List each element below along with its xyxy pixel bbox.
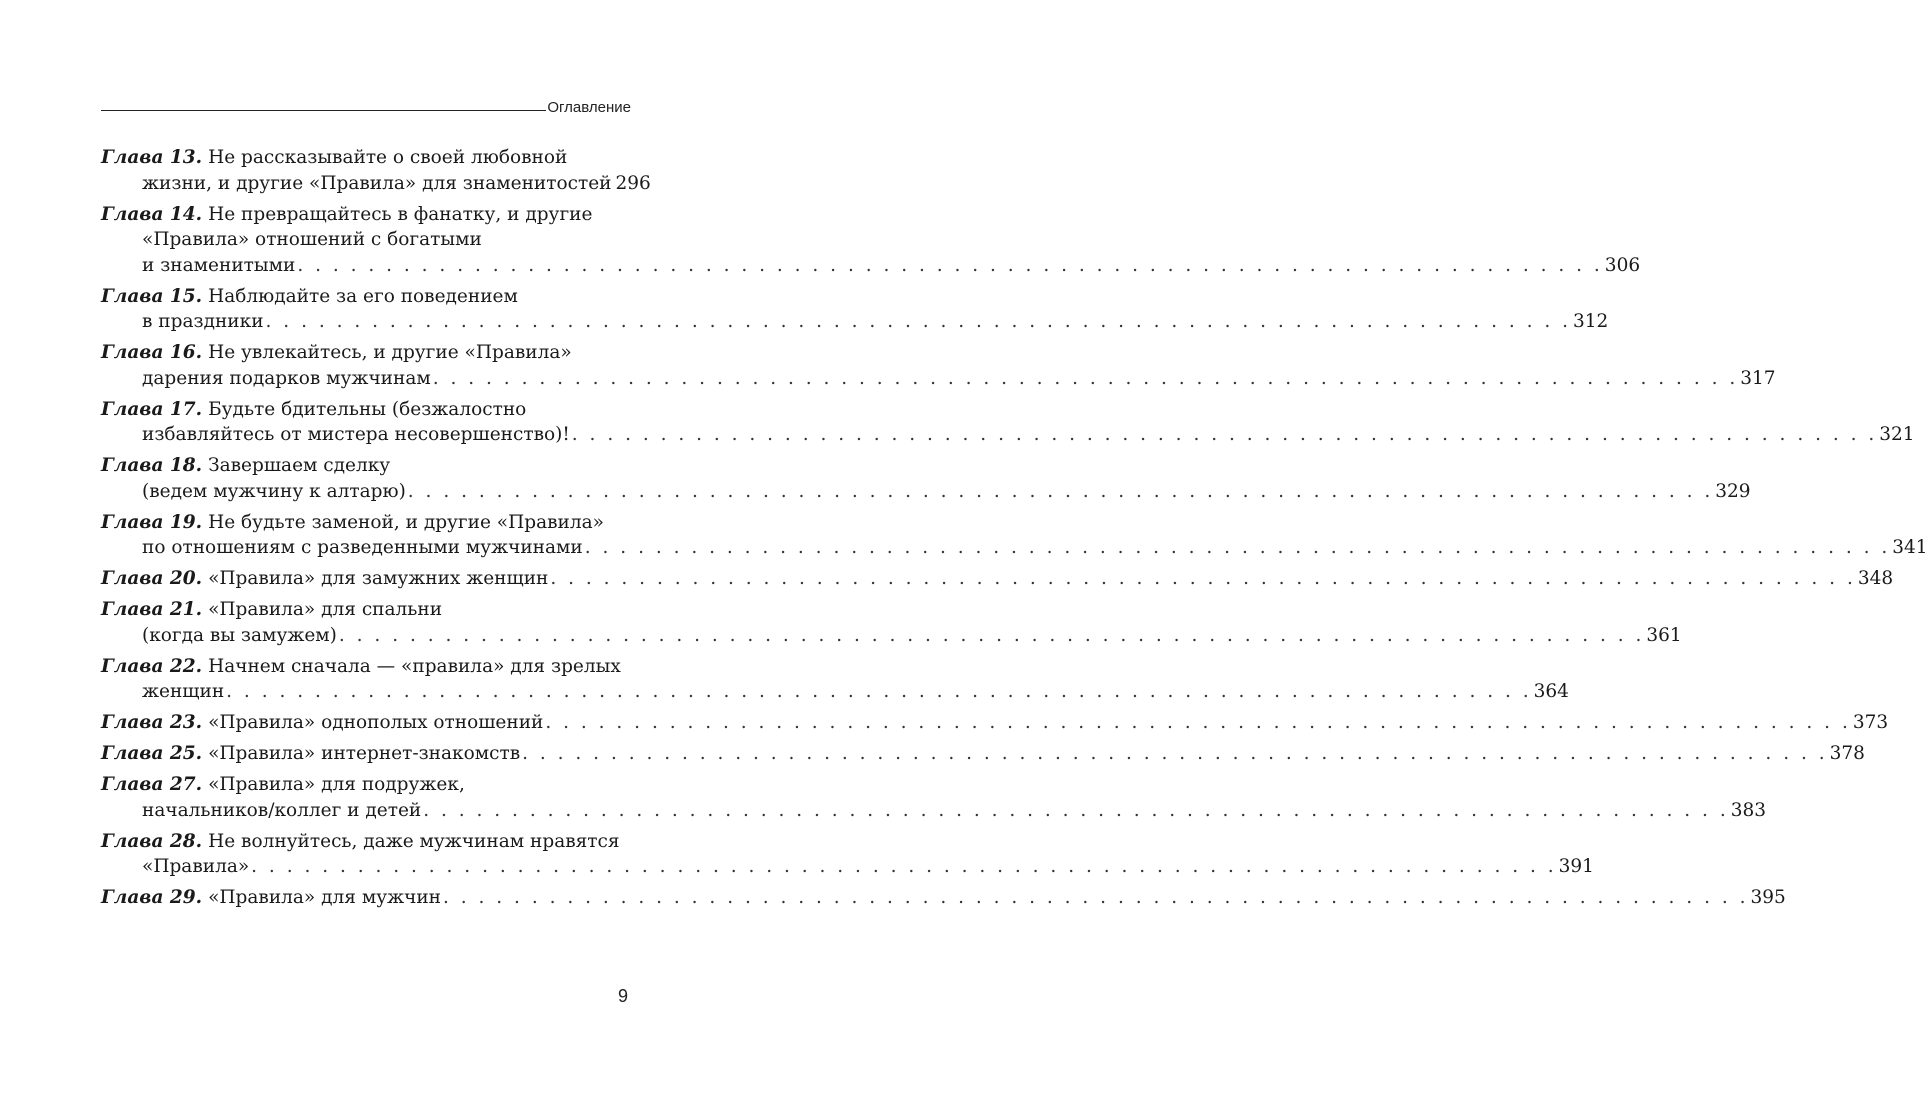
chapter-page-number: 348	[1857, 568, 1894, 589]
toc-line	[101, 171, 651, 197]
chapter-title-line: Будьте бдительны (безжалостно	[208, 398, 527, 420]
dot-leader	[433, 366, 1738, 392]
chapter-page-number: 373	[1852, 712, 1889, 733]
chapter-page-number: 312	[1573, 311, 1609, 332]
toc-line	[101, 623, 1682, 649]
chapter-number: Глава 29.	[101, 887, 203, 908]
chapter-number: Глава 25.	[101, 743, 203, 764]
toc-line	[101, 798, 1767, 824]
chapter-title-line: «Правила» для мужчин	[208, 887, 442, 908]
chapter-number: Глава 13.	[101, 147, 203, 168]
toc-entry	[101, 597, 1682, 648]
dot-leader	[339, 623, 1644, 649]
chapter-number: Глава 21.	[101, 599, 203, 620]
dot-leader	[585, 535, 1890, 561]
toc-line	[101, 741, 1865, 767]
chapter-number: Глава 15.	[101, 285, 203, 307]
toc-line	[101, 397, 632, 423]
toc-line	[101, 340, 632, 366]
toc-line	[101, 829, 632, 855]
chapter-title-line: «Правила» для подружек,	[208, 774, 465, 795]
chapter-title-line: «Правила» для спальни	[208, 599, 443, 620]
toc-line	[101, 284, 632, 310]
section-title: Оглавление	[547, 99, 631, 116]
table-of-contents	[101, 145, 1928, 916]
toc-line	[101, 202, 632, 228]
chapter-title-line: женщин	[142, 681, 225, 702]
toc-entry	[101, 772, 1767, 823]
toc-line	[101, 885, 1786, 911]
chapter-page-number: 383	[1730, 799, 1767, 821]
chapter-page-number: 395	[1750, 887, 1786, 908]
chapter-title-line: жизни, и другие «Правила» для знаменитостей	[142, 172, 612, 194]
toc-entry	[101, 284, 1609, 335]
chapter-title-line: Не волнуйтесь, даже мужчинам нравятся	[208, 830, 620, 852]
chapter-number: Глава 20.	[101, 568, 203, 589]
toc-line	[101, 854, 1594, 880]
chapter-title-line: «Правила» для замужних женщин	[208, 568, 549, 589]
chapter-title-line: в праздники	[142, 311, 264, 332]
toc-line	[101, 453, 632, 479]
chapter-title-line: дарения подарков мужчинам	[142, 367, 431, 389]
dot-leader	[572, 422, 1877, 448]
dot-leader	[266, 309, 1571, 335]
chapter-page-number: 317	[1740, 367, 1776, 389]
toc-entry	[101, 741, 1865, 767]
dot-leader	[423, 798, 1728, 824]
toc-line	[101, 772, 632, 798]
chapter-title-line: по отношениям с разведенными мужчинами	[142, 537, 583, 558]
toc-entry	[101, 566, 1894, 592]
toc-line	[101, 479, 1751, 505]
dot-leader	[251, 854, 1556, 880]
toc-entry	[101, 340, 1776, 391]
toc-line	[101, 422, 1915, 448]
page-number: 9	[617, 986, 628, 1006]
chapter-page-number: 391	[1558, 856, 1594, 877]
chapter-number: Глава 19.	[101, 511, 203, 533]
chapter-number: Глава 23.	[101, 712, 203, 733]
chapter-number: Глава 22.	[101, 655, 203, 677]
chapter-number: Глава 16.	[101, 342, 203, 363]
chapter-title-line: «Правила» отношений с богатыми	[142, 229, 482, 250]
toc-line	[101, 566, 1894, 592]
toc-line	[101, 145, 632, 171]
toc-line	[101, 253, 1641, 279]
toc-line	[101, 366, 1776, 392]
toc-line	[101, 309, 1609, 335]
toc-line	[101, 597, 632, 623]
toc-entry	[101, 885, 1786, 911]
chapter-title-line: (ведем мужчину к алтарю)	[142, 480, 406, 502]
dot-leader	[226, 679, 1531, 705]
toc-entry	[101, 829, 1594, 880]
toc-line	[101, 227, 632, 253]
chapter-page-number: 361	[1646, 624, 1682, 646]
chapter-page-number: 296	[615, 172, 651, 194]
dot-leader	[545, 710, 1850, 736]
running-header	[101, 97, 631, 119]
toc-line	[101, 710, 1889, 736]
chapter-page-number: 378	[1829, 743, 1865, 764]
dot-leader	[408, 479, 1713, 505]
toc-entry	[101, 510, 1928, 561]
toc-entry	[101, 397, 1915, 448]
chapter-title-line: «Правила» однополых отношений	[208, 712, 544, 733]
chapter-title-line: «Правила» интернет-знакомств	[208, 743, 521, 764]
chapter-number: Глава 28.	[101, 830, 203, 852]
toc-line	[101, 679, 1569, 705]
toc-entry	[101, 453, 1751, 504]
dot-leader	[522, 741, 1827, 767]
toc-line	[101, 535, 1928, 561]
chapter-number: Глава 14.	[101, 203, 203, 225]
chapter-number: Глава 17.	[101, 398, 203, 420]
dot-leader	[443, 885, 1748, 911]
toc-entry	[101, 145, 651, 196]
dot-leader	[297, 253, 1602, 279]
toc-entry	[101, 202, 1641, 279]
header-rule	[101, 110, 546, 111]
chapter-page-number: 321	[1879, 424, 1915, 445]
dot-leader	[550, 566, 1855, 592]
toc-line	[101, 654, 632, 680]
toc-entry	[101, 710, 1889, 736]
chapter-title-line: начальников/коллег и детей	[142, 799, 422, 821]
chapter-page-number: 306	[1604, 254, 1641, 276]
toc-entry	[101, 654, 1569, 705]
chapter-title-line: избавляйтесь от мистера несовершенство)!	[142, 424, 570, 445]
chapter-title-line: Начнем сначала — «правила» для зрелых	[208, 655, 621, 677]
chapter-title-line: Не будьте заменой, и другие «Правила»	[208, 511, 604, 533]
chapter-title-line: (когда вы замужем)	[142, 624, 337, 646]
chapter-title-line: Завершаем сделку	[208, 455, 391, 476]
chapter-title-line: и знаменитыми	[142, 254, 296, 276]
chapter-title-line: Не увлекайтесь, и другие «Правила»	[208, 342, 572, 363]
chapter-number: Глава 27.	[101, 774, 203, 795]
chapter-title-line: «Правила»	[142, 856, 250, 877]
chapter-title-line: Не рассказывайте о своей любовной	[208, 147, 568, 168]
chapter-number: Глава 18.	[101, 455, 203, 476]
toc-line	[101, 510, 632, 536]
chapter-page-number: 341	[1892, 537, 1928, 558]
chapter-page-number: 329	[1715, 480, 1751, 502]
chapter-title-line: Не превращайтесь в фанатку, и другие	[208, 203, 593, 225]
chapter-title-line: Наблюдайте за его поведением	[208, 285, 518, 307]
chapter-page-number: 364	[1533, 681, 1569, 702]
